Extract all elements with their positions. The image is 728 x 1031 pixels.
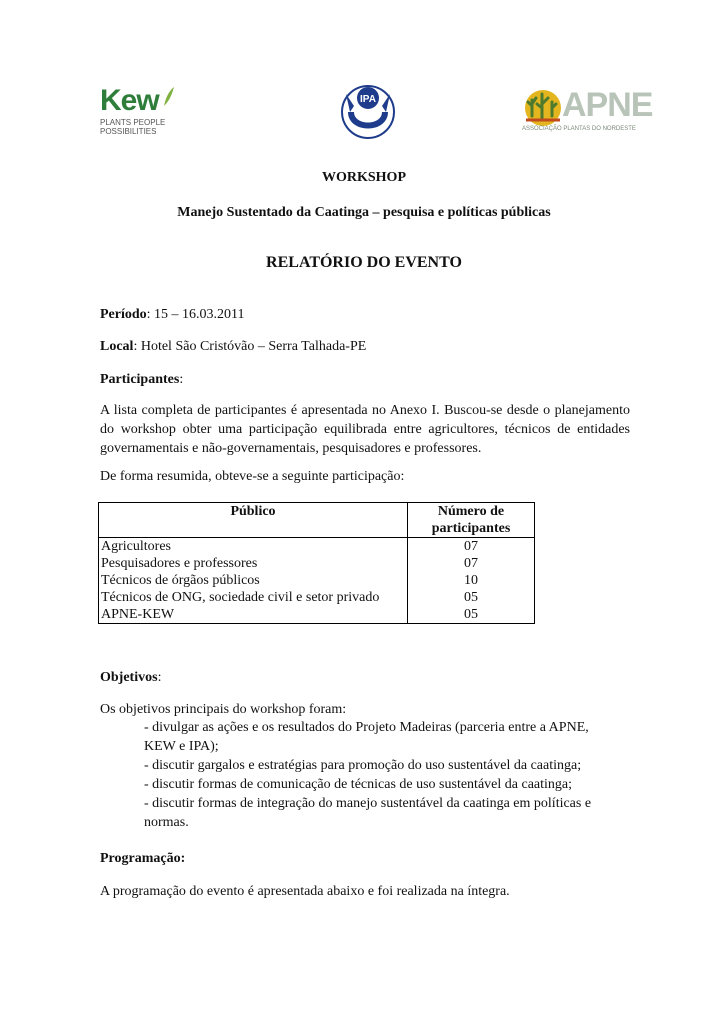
table-row [99,538,535,556]
row-publico: Técnicos de órgãos públicos [99,572,408,589]
participantes-label: Participantes [100,372,180,387]
row-numero: 07 [408,538,535,556]
table-row [99,606,535,624]
row-numero: 10 [408,572,535,589]
list-item: - discutir formas de comunicação de técnicas de uso sustentável da caatinga; [144,777,572,792]
ipa-letters: IPA [360,94,376,105]
apne-plant-icon [520,86,566,126]
local-value: : Hotel São Cristóvão – Serra Talhada-PE [133,339,367,354]
report-title: RELATÓRIO DO EVENTO [266,254,462,271]
periodo-label: Período [100,307,147,322]
table-row [99,555,535,572]
objetivos-colon: : [157,670,162,685]
participation-summary: De forma resumida, obteve-se a seguinte participação: [100,469,405,484]
apne-wordmark: APNE [562,86,653,124]
workshop-subtitle: Manejo Sustentado da Caatinga – pesquisa e políticas públicas [177,205,551,220]
row-numero: 07 [408,555,535,572]
participantes-text: A lista completa de participantes é apresentada no Anexo I. Buscou-se desde o planejamento do workshop obter uma participação equilibrada entre agricultores, técnicos de entidades governamentais e não-governamentais, pesquisadores e professores. [100,403,630,456]
periodo-value: : 15 – 16.03.2011 [146,307,245,322]
periodo-line [100,305,630,324]
kew-leaf-icon [162,86,176,108]
table-row [99,572,535,589]
table-row [99,589,535,606]
list-item: - divulgar as ações e os resultados do Projeto Madeiras (parceria entre a APNE, KEW e IPA); [144,720,589,754]
programacao-label: Programação: [100,851,186,866]
objetivos-label: Objetivos [100,670,158,685]
workshop-heading [0,170,728,186]
table-header-row [99,503,535,538]
programacao-text: A programação do evento é apresentada abaixo e foi realizada na íntegra. [100,884,510,899]
local-line [100,337,630,356]
row-numero: 05 [408,606,535,624]
ipa-logo [338,72,398,152]
objetivos-intro: Os objetivos principais do workshop foram: [100,702,347,717]
kew-logo [100,84,210,146]
participation-table [98,502,535,624]
objetivos-heading [100,668,630,687]
apne-logo [520,86,653,136]
objetivos-list [144,718,614,832]
row-publico: Técnicos de ONG, sociedade civil e setor privado [99,589,408,606]
header-publico: Público [99,503,408,538]
local-label: Local [100,339,134,354]
kew-wordmark: Kew [100,84,159,117]
list-item: - discutir gargalos e estratégias para promoção do uso sustentável da caatinga; [144,758,582,773]
logo-bar [0,0,728,160]
workshop-label: WORKSHOP [321,170,406,185]
row-publico: Pesquisadores e professores [99,555,408,572]
row-numero: 05 [408,589,535,606]
kew-tagline: PLANTS PEOPLE POSSIBILITIES [100,118,166,136]
participantes-heading [100,370,630,389]
participantes-colon: : [179,372,184,387]
row-publico: APNE-KEW [99,606,408,624]
programacao-heading [100,849,630,868]
row-publico: Agricultores [99,538,408,556]
apne-subtitle: ASSOCIAÇÃO PLANTAS DO NORDESTE [522,126,636,132]
list-item: - discutir formas de integração do manejo sustentável da caatinga em políticas e normas. [144,796,592,830]
header-numero: Número de participantes [408,503,535,538]
